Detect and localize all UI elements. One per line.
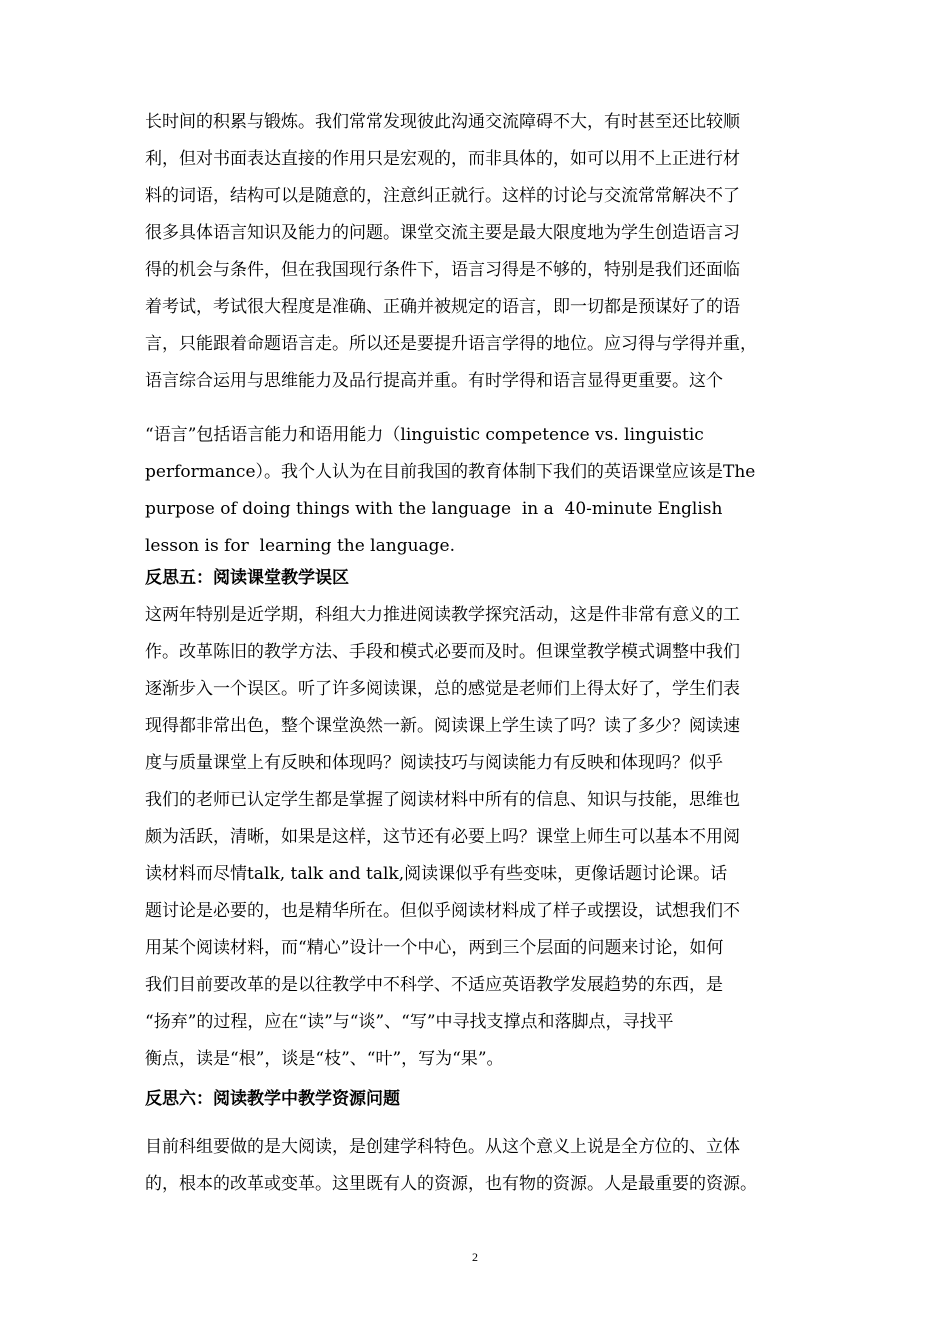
paragraph-line: 我们目前要改革的是以往教学中不科学、不适应英语教学发展趋势的东西，是 xyxy=(145,975,723,995)
paragraph-line: 衡点，读是“根”，谈是“枝”、“叶”，写为“果”。 xyxy=(145,1049,504,1069)
paragraph-line: “语言”包括语言能力和语用能力（linguistic competence vs. linguistic xyxy=(145,425,704,445)
paragraph-line: 这两年特别是近学期，科组大力推进阅读教学探究活动，这是件非常有意义的工 xyxy=(145,605,740,625)
paragraph-line: 长时间的积累与锻炼。我们常常发现彼此沟通交流障碍不大，有时甚至还比较顺 xyxy=(145,112,740,132)
paragraph-line: 读材料而尽情talk, talk and talk,阅读课似乎有些变味，更像话题讨论课。话 xyxy=(145,864,728,884)
paragraph-line: lesson is for learning the language. xyxy=(145,536,456,556)
paragraph-line: purpose of doing things with the language in a 40-minute English xyxy=(145,499,723,519)
paragraph-line: “扬弃”的过程，应在“读”与“谈”、“写”中寻找支撑点和落脚点，寻找平 xyxy=(145,1012,674,1032)
paragraph-line: 利，但对书面表达直接的作用只是宏观的，而非具体的，如可以用不上正进行材 xyxy=(145,149,740,169)
paragraph-line: 作。改革陈旧的教学方法、手段和模式必要而及时。但课堂教学模式调整中我们 xyxy=(145,642,740,662)
paragraph-line: 现得都非常出色，整个课堂涣然一新。阅读课上学生读了吗？读了多少？阅读速 xyxy=(145,716,740,736)
paragraph-line: 言，只能跟着命题语言走。所以还是要提升语言学得的地位。应习得与学得并重， xyxy=(145,334,757,354)
paragraph-line: 很多具体语言知识及能力的问题。课堂交流主要是最大限度地为学生创造语言习 xyxy=(145,223,740,243)
page-number: 2 xyxy=(472,1250,478,1264)
paragraph-line: 目前科组要做的是大阅读，是创建学科特色。从这个意义上说是全方位的、立体 xyxy=(145,1137,740,1157)
paragraph-line: 语言综合运用与思维能力及品行提高并重。有时学得和语言显得更重要。这个 xyxy=(145,371,723,391)
paragraph-line: 的，根本的改革或变革。这里既有人的资源，也有物的资源。人是最重要的资源。 xyxy=(145,1174,757,1194)
paragraph-line: 题讨论是必要的，也是精华所在。但似乎阅读材料成了样子或摆设，试想我们不 xyxy=(145,901,740,921)
paragraph-line: 颇为活跃，清晰，如果是这样，这节还有必要上吗？课堂上师生可以基本不用阅 xyxy=(145,827,740,847)
paragraph-line: 料的词语，结构可以是随意的，注意纠正就行。这样的讨论与交流常常解决不了 xyxy=(145,186,740,206)
paragraph-line: 着考试，考试很大程度是准确、正确并被规定的语言，即一切都是预谋好了的语 xyxy=(145,297,740,317)
section-heading: 反思六：阅读教学中教学资源问题 xyxy=(145,1089,400,1109)
paragraph-line: performance）。我个人认为在目前我国的教育体制下我们的英语课堂应该是The xyxy=(145,462,756,482)
paragraph-line: 得的机会与条件，但在我国现行条件下，语言习得是不够的，特别是我们还面临 xyxy=(145,260,740,280)
section-heading: 反思五：阅读课堂教学误区 xyxy=(145,568,349,588)
paragraph-line: 逐渐步入一个误区。听了许多阅读课，总的感觉是老师们上得太好了，学生们表 xyxy=(145,679,740,699)
paragraph-line: 度与质量课堂上有反映和体现吗？阅读技巧与阅读能力有反映和体现吗？似乎 xyxy=(145,753,723,773)
paragraph-line: 我们的老师已认定学生都是掌握了阅读材料中所有的信息、知识与技能，思维也 xyxy=(145,790,740,810)
paragraph-line: 用某个阅读材料，而“精心”设计一个中心，两到三个层面的问题来讨论，如何 xyxy=(145,938,724,958)
